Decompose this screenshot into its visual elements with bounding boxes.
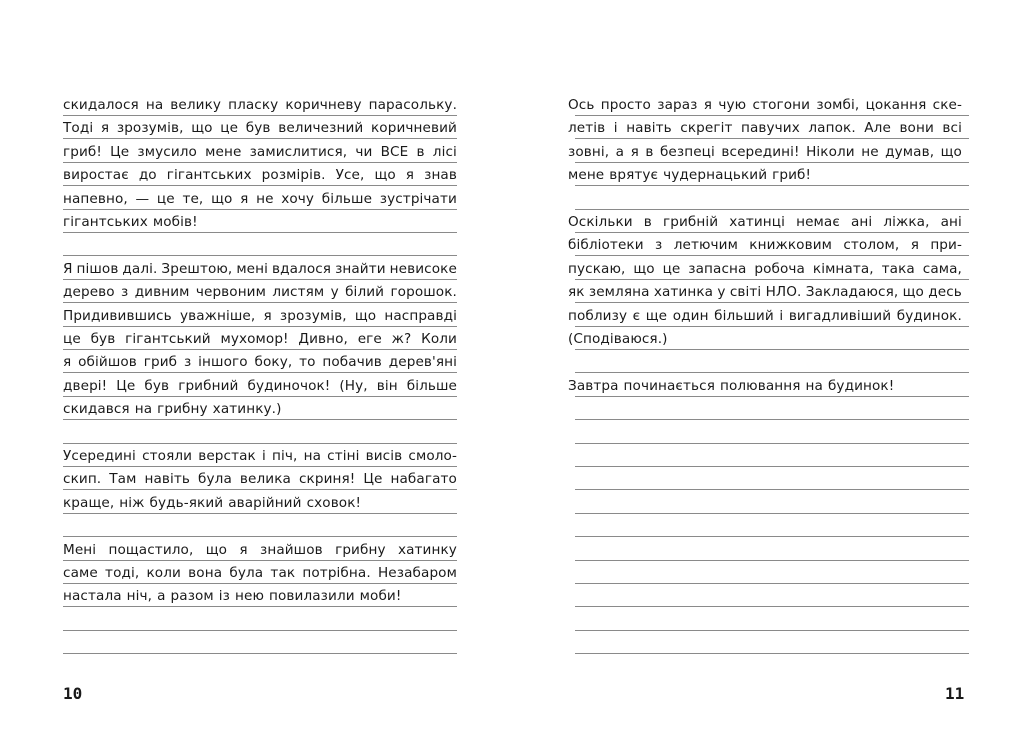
text-line: Тоді я зрозумів, що це був величезний коричневий <box>63 120 457 136</box>
text-line: гриб! Це змусило мене замислитися, чи ВСЕ в лісі <box>63 144 457 160</box>
ruled-line <box>63 255 457 256</box>
ruled-line <box>575 653 969 654</box>
text-line: скидався на грибну хатинку.) <box>63 401 282 417</box>
text-line: пускаю, що це запасна робоча кімната, така сама, <box>568 261 962 277</box>
text-line: скип. Там навіть була велика скриня! Це набагато <box>63 471 457 487</box>
text-line: виростає до гігантських розмірів. Усе, що я знав <box>63 167 457 183</box>
text-line: поблизу є ще один більший і вигадливіший будинок. <box>568 308 962 324</box>
ruled-line <box>575 489 969 490</box>
ruled-line <box>63 443 457 444</box>
text-line: зовні, а я в безпеці всередині! Ніколи не думав, що <box>568 144 962 160</box>
ruled-line <box>575 419 969 420</box>
ruled-line <box>63 630 457 631</box>
text-line: Мені пощастило, що я знайшов грибну хатинку <box>63 542 457 558</box>
text-line: гігантських мобів! <box>63 214 198 230</box>
text-line: мене врятує чудернацький гриб! <box>568 167 812 183</box>
text-line: летів і навіть скрегіт павучих лапок. Але вони всі <box>568 120 962 136</box>
text-line: (Сподіваюся.) <box>568 331 668 347</box>
text-line: Завтра починається полювання на будинок! <box>568 378 895 394</box>
ruled-line <box>575 583 969 584</box>
text-line: напевно, — це те, що я не хочу більше зустрічати <box>63 191 457 207</box>
ruled-line <box>575 606 969 607</box>
text-line: я обійшов гриб з іншого боку, то побачив дерев'яні <box>63 354 457 370</box>
text-line: як земляна хатинка у світі НЛО. Закладаюся, що десь <box>568 284 962 300</box>
text-line: настала ніч, а разом із нею повилазили моби! <box>63 588 402 604</box>
ruled-line <box>575 209 969 210</box>
text-line: дерево з дивним червоним листям у білий горошок. <box>63 284 457 300</box>
ruled-line <box>63 653 457 654</box>
text-line: саме тоді, коли вона була так потрібна. Незабаром <box>63 565 457 581</box>
ruled-line <box>575 513 969 514</box>
text-line: скидалося на велику пласку коричневу парасольку. <box>63 97 457 113</box>
ruled-line <box>575 630 969 631</box>
text-line: Придивившись уважніше, я зрозумів, що насправді <box>63 308 457 324</box>
text-line: бібліотеки з летючим книжковим столом, я при- <box>568 237 962 253</box>
text-line: двері! Це був грибний будиночок! (Ну, він більше <box>63 378 457 394</box>
ruled-line <box>575 372 969 373</box>
right-page <box>512 0 1024 741</box>
text-line: Ось просто зараз я чую стогони зомбі, цокання ске- <box>568 97 962 113</box>
text-line: Усередині стояли верстак і піч, на стіні висів смоло- <box>63 448 457 464</box>
text-line: Я пішов далі. Зрештою, мені вдалося знайти невисоке <box>63 261 457 277</box>
ruled-line <box>63 536 457 537</box>
page-number-left: 10 <box>63 684 83 703</box>
page-number-right: 11 <box>945 684 965 703</box>
ruled-line <box>575 443 969 444</box>
ruled-line <box>575 466 969 467</box>
ruled-line <box>575 536 969 537</box>
text-line: краще, ніж будь-який аварійний сховок! <box>63 495 362 511</box>
text-line: Оскільки в грибній хатинці немає ані ліжка, ані <box>568 214 962 230</box>
text-line: це був гігантський мухомор! Дивно, еге ж? Коли <box>63 331 457 347</box>
ruled-line <box>575 560 969 561</box>
